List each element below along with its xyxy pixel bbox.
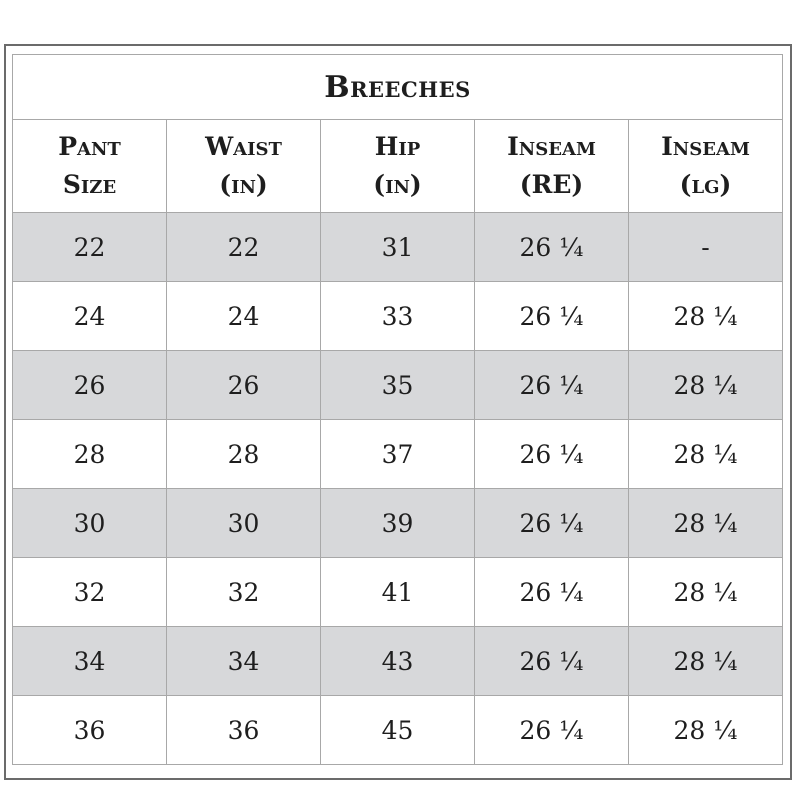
table-cell: 28 ¼ bbox=[629, 351, 783, 420]
header-line2: (in) bbox=[373, 170, 422, 199]
table-cell: 28 ¼ bbox=[629, 627, 783, 696]
table-cell: 45 bbox=[321, 696, 475, 765]
table-row bbox=[13, 489, 783, 558]
table-cell: 43 bbox=[321, 627, 475, 696]
table-cell: 31 bbox=[321, 213, 475, 282]
table-row bbox=[13, 213, 783, 282]
header-pant-size bbox=[13, 120, 167, 213]
chart-title bbox=[13, 55, 783, 120]
table-cell: 24 bbox=[13, 282, 167, 351]
header-line1: Hip bbox=[374, 132, 421, 161]
table-cell: 26 ¼ bbox=[475, 282, 629, 351]
table-cell: 41 bbox=[321, 558, 475, 627]
table-cell: 28 ¼ bbox=[629, 489, 783, 558]
header-line2: (in) bbox=[219, 170, 268, 199]
table-cell: 30 bbox=[13, 489, 167, 558]
header-inseam-lg bbox=[629, 120, 783, 213]
header-line2: (lg) bbox=[679, 170, 732, 199]
table-cell: 26 ¼ bbox=[475, 558, 629, 627]
table-cell: 28 ¼ bbox=[629, 420, 783, 489]
table-row bbox=[13, 696, 783, 765]
header-line2: (RE) bbox=[519, 170, 584, 199]
table-row bbox=[13, 627, 783, 696]
table-cell: 26 ¼ bbox=[475, 489, 629, 558]
table-cell: 28 bbox=[167, 420, 321, 489]
table-row bbox=[13, 558, 783, 627]
table-cell: - bbox=[629, 213, 783, 282]
table-row bbox=[13, 351, 783, 420]
title-row bbox=[13, 55, 783, 120]
table-cell: 26 ¼ bbox=[475, 213, 629, 282]
table-cell: 22 bbox=[167, 213, 321, 282]
table-body bbox=[13, 213, 783, 765]
table-cell: 32 bbox=[13, 558, 167, 627]
header-line1: Inseam bbox=[507, 132, 596, 161]
header-inseam-re bbox=[475, 120, 629, 213]
header-hip bbox=[321, 120, 475, 213]
table-cell: 22 bbox=[13, 213, 167, 282]
table-row bbox=[13, 282, 783, 351]
table-cell: 28 ¼ bbox=[629, 558, 783, 627]
table-cell: 36 bbox=[167, 696, 321, 765]
table-cell: 34 bbox=[13, 627, 167, 696]
table-cell: 32 bbox=[167, 558, 321, 627]
table-cell: 34 bbox=[167, 627, 321, 696]
table-cell: 35 bbox=[321, 351, 475, 420]
table-cell: 26 bbox=[167, 351, 321, 420]
table-cell: 39 bbox=[321, 489, 475, 558]
table-cell: 28 ¼ bbox=[629, 696, 783, 765]
table-cell: 28 ¼ bbox=[629, 282, 783, 351]
size-chart-table bbox=[12, 54, 783, 765]
header-line1: Inseam bbox=[661, 132, 750, 161]
table-cell: 24 bbox=[167, 282, 321, 351]
table-cell: 30 bbox=[167, 489, 321, 558]
table-cell: 26 ¼ bbox=[475, 696, 629, 765]
table-cell: 33 bbox=[321, 282, 475, 351]
table-cell: 36 bbox=[13, 696, 167, 765]
chart-title-text: Breeches bbox=[324, 69, 471, 105]
header-waist bbox=[167, 120, 321, 213]
header-row bbox=[13, 120, 783, 213]
table-row bbox=[13, 420, 783, 489]
table-cell: 26 bbox=[13, 351, 167, 420]
header-line1: Waist bbox=[205, 132, 282, 161]
header-line1: Pant bbox=[58, 132, 121, 161]
table-cell: 26 ¼ bbox=[475, 627, 629, 696]
header-line2: Size bbox=[62, 170, 117, 199]
table-cell: 37 bbox=[321, 420, 475, 489]
table-cell: 26 ¼ bbox=[475, 351, 629, 420]
table-cell: 26 ¼ bbox=[475, 420, 629, 489]
table-cell: 28 bbox=[13, 420, 167, 489]
